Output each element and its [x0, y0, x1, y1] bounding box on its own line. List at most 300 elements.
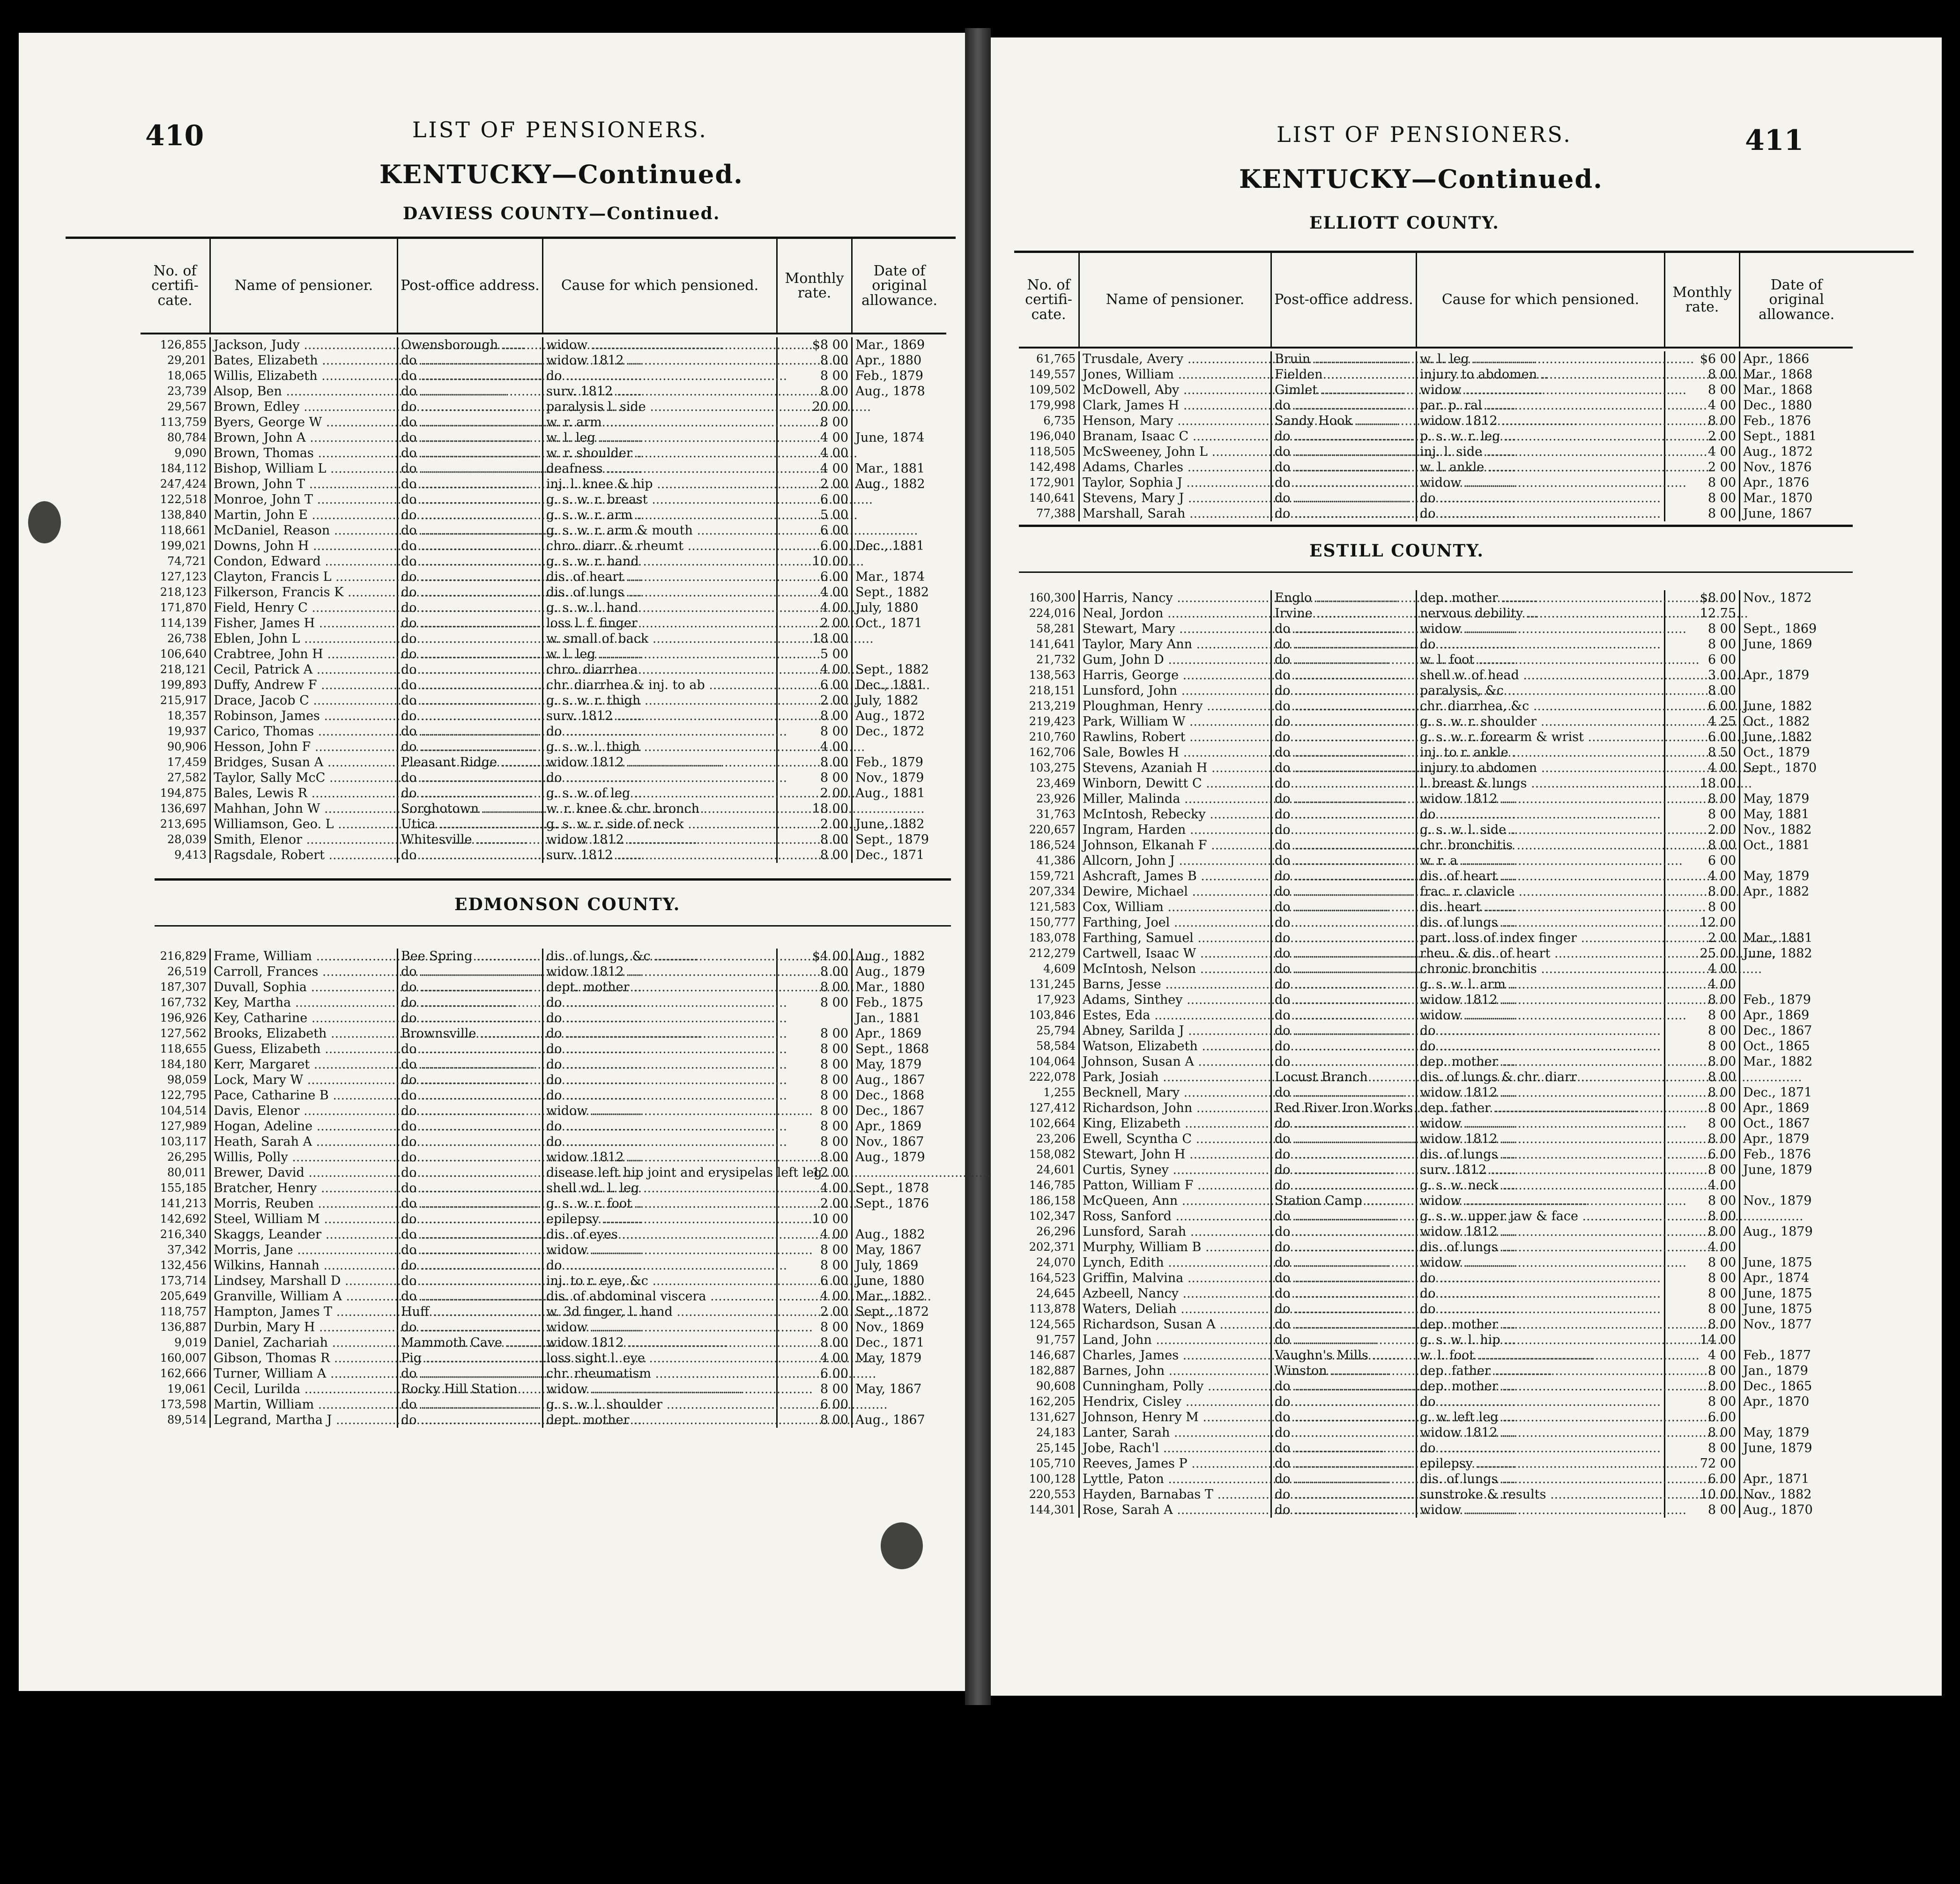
post-office: do ..... — [1272, 637, 1417, 652]
cause: surv. 1812 ..... — [1417, 1162, 1665, 1178]
pensioner-name: Winborn, Dewitt C ..... — [1080, 776, 1272, 791]
pensioner-name: Brown, John A ..... — [211, 430, 398, 445]
pensioner-name: Barns, Jesse ..... — [1080, 977, 1272, 992]
certificate-number: 26,738 — [141, 631, 211, 646]
table-row — [1019, 961, 1853, 977]
certificate-number: 24,645 — [1019, 1286, 1080, 1301]
table-row — [1019, 367, 1853, 382]
table-row — [141, 1381, 946, 1397]
pensioner-name: Pace, Catharine B ..... — [211, 1088, 398, 1103]
pensioner-name: Lynch, Edith ..... — [1080, 1255, 1272, 1270]
monthly-rate: $8 00 — [778, 337, 853, 353]
table-row — [1019, 1270, 1853, 1286]
cause: widow 1812 ..... — [1417, 413, 1665, 429]
cause: do ..... — [543, 1057, 778, 1072]
pensioner-name: Carroll, Frances ..... — [211, 964, 398, 979]
table-row — [141, 739, 946, 755]
post-office: do ..... — [1272, 1317, 1417, 1332]
monthly-rate: 6 00 — [1665, 1147, 1740, 1162]
allowance-date: Dec., 1881 — [855, 539, 925, 553]
allowance-date — [853, 1366, 946, 1381]
monthly-rate: 4 25 — [1665, 714, 1740, 729]
table-row — [141, 662, 946, 677]
post-office: Fielden ..... — [1272, 367, 1417, 382]
allowance-date — [853, 801, 946, 816]
cause: frac. r. clavicle ..... — [1417, 884, 1665, 899]
monthly-rate: 4 00 — [1665, 868, 1740, 884]
allowance-date: June, 1879 — [1743, 1441, 1812, 1455]
certificate-number: 27,582 — [141, 770, 211, 786]
cause: w. small of back ..... — [543, 631, 778, 646]
pensioner-name: Richardson, Susan A ..... — [1080, 1317, 1272, 1332]
pensioner-name: Johnson, Elkanah F ..... — [1080, 838, 1272, 853]
allowance-date: Oct., 1879 — [1743, 745, 1810, 760]
pensioner-name: Martin, John E ..... — [211, 507, 398, 523]
post-office: do ..... — [1272, 868, 1417, 884]
pensioner-name: Martin, William ..... — [211, 1397, 398, 1412]
certificate-number: 187,307 — [141, 979, 211, 995]
allowance-date: Sept., 1882 — [855, 662, 929, 677]
table-row — [1019, 760, 1853, 776]
post-office: do ..... — [398, 1134, 543, 1150]
post-office: Englo ..... — [1272, 590, 1417, 606]
cause: dep. mother ..... — [1417, 1317, 1665, 1332]
cause: injury to abdomen ..... — [1417, 367, 1665, 382]
allowance-date — [853, 631, 946, 646]
cause: dept. mother ..... — [543, 979, 778, 995]
allowance-date: Dec., 1871 — [855, 848, 925, 862]
certificate-number: 31,763 — [1019, 807, 1080, 822]
table-row — [1019, 637, 1853, 652]
post-office: do ..... — [398, 1242, 543, 1258]
pensioner-name: Lunsford, John ..... — [1080, 683, 1272, 698]
post-office: do ..... — [398, 724, 543, 739]
cause: w. l. foot ..... — [1417, 652, 1665, 668]
allowance-date: June, 1867 — [1743, 506, 1812, 521]
post-office: do ..... — [398, 1088, 543, 1103]
cause: p. s. w. r. leg ..... — [1417, 429, 1665, 444]
pensioner-name: Ingram, Harden ..... — [1080, 822, 1272, 838]
allowance-date: Nov., 1867 — [855, 1135, 924, 1149]
allowance-date: Mar., 1881 — [855, 461, 925, 476]
certificate-number: 131,245 — [1019, 977, 1080, 992]
table-row — [1019, 444, 1853, 460]
post-office: do ..... — [1272, 853, 1417, 868]
post-office: do ..... — [398, 677, 543, 693]
monthly-rate: 8 00 — [778, 368, 853, 384]
cause: l. breast & lungs ..... — [1417, 776, 1665, 791]
monthly-rate: 4 00 — [1665, 1348, 1740, 1363]
certificate-number: 114,139 — [141, 616, 211, 631]
pensioner-name: Gibson, Thomas R ..... — [211, 1350, 398, 1366]
table-row — [1019, 698, 1853, 714]
post-office: do ..... — [1272, 652, 1417, 668]
table-row — [141, 1057, 946, 1072]
certificate-number: 222,078 — [1019, 1069, 1080, 1085]
table-row — [141, 677, 946, 693]
monthly-rate — [778, 1010, 853, 1026]
pensioner-name: Lanter, Sarah ..... — [1080, 1425, 1272, 1440]
monthly-rate: 8 00 — [1665, 1270, 1740, 1286]
cause: do ..... — [1417, 490, 1665, 506]
monthly-rate: 2 00 — [778, 476, 853, 492]
certificate-number: 183,078 — [1019, 930, 1080, 946]
cause: dep. mother ..... — [1417, 1379, 1665, 1394]
certificate-number: 26,519 — [141, 964, 211, 979]
pensioner-name: Carico, Thomas ..... — [211, 724, 398, 739]
table-row — [1019, 1440, 1853, 1456]
col-header-date: Date of original allowance. — [861, 262, 938, 309]
post-office: do ..... — [1272, 398, 1417, 413]
post-office: do ..... — [398, 1165, 543, 1180]
certificate-number: 213,695 — [141, 816, 211, 832]
cause: dis. of lungs ..... — [1417, 1239, 1665, 1255]
certificate-number: 186,524 — [1019, 838, 1080, 853]
certificate-number: 199,021 — [141, 538, 211, 554]
monthly-rate: 6 00 — [1665, 729, 1740, 745]
table-row — [141, 1196, 946, 1211]
cause: chr. bronchitis ..... — [1417, 838, 1665, 853]
certificate-number: 122,518 — [141, 492, 211, 507]
certificate-number: 162,666 — [141, 1366, 211, 1381]
cause: dis. of lungs ..... — [543, 585, 778, 600]
post-office: do ..... — [398, 616, 543, 631]
post-office: do ..... — [1272, 992, 1417, 1008]
monthly-rate: 8 00 — [778, 1041, 853, 1057]
cause: w. l. leg ..... — [543, 430, 778, 445]
post-office: do ..... — [1272, 1239, 1417, 1255]
table-row — [1019, 899, 1853, 915]
monthly-rate: 2 00 — [1665, 930, 1740, 946]
post-office: Sorghotown ..... — [398, 801, 543, 816]
pensioner-name: McDaniel, Reason ..... — [211, 523, 398, 538]
allowance-date: Jan., 1881 — [855, 1011, 921, 1025]
pensioner-name: Granville, William A ..... — [211, 1289, 398, 1304]
allowance-date: Feb., 1875 — [855, 995, 923, 1010]
table-row — [141, 1366, 946, 1381]
pensioner-name: Rawlins, Robert ..... — [1080, 729, 1272, 745]
post-office: do ..... — [1272, 1147, 1417, 1162]
table-row — [141, 445, 946, 461]
certificate-number: 103,117 — [141, 1134, 211, 1150]
county-heading: ESTILL COUNTY. — [1309, 541, 1484, 561]
cause: do ..... — [543, 1088, 778, 1103]
table-row — [141, 832, 946, 847]
cause: shell wd. l. leg ..... — [543, 1180, 778, 1196]
post-office: do ..... — [1272, 475, 1417, 490]
certificate-number: 216,829 — [141, 949, 211, 964]
allowance-date: Nov., 1869 — [855, 1320, 924, 1335]
monthly-rate: 4 00 — [778, 1227, 853, 1242]
allowance-date: Aug., 1879 — [1743, 1224, 1813, 1239]
post-office: do ..... — [398, 353, 543, 368]
certificate-number: 160,300 — [1019, 590, 1080, 606]
allowance-date: Mar., 1869 — [855, 338, 925, 352]
pensioner-name: Rose, Sarah A ..... — [1080, 1502, 1272, 1518]
allowance-date — [1740, 915, 1853, 930]
pensioner-name: Crabtree, John H ..... — [211, 646, 398, 662]
allowance-date: Dec., 1871 — [1743, 1085, 1812, 1100]
certificate-number: 127,412 — [1019, 1100, 1080, 1116]
table-row — [141, 538, 946, 554]
cause: dis. of heart ..... — [1417, 868, 1665, 884]
allowance-date: May, 1879 — [855, 1351, 922, 1365]
allowance-date — [853, 1397, 946, 1412]
monthly-rate: 14 00 — [1665, 1332, 1740, 1348]
table-row — [1019, 977, 1853, 992]
county-heading: ELLIOTT COUNTY. — [1309, 213, 1500, 233]
cause: widow 1812 ..... — [543, 964, 778, 979]
col-header-cause: Cause for which pensioned. — [543, 239, 778, 333]
pensioner-name: Lindsey, Marshall D ..... — [211, 1273, 398, 1289]
monthly-rate: $8 00 — [1665, 590, 1740, 606]
allowance-date: Mar., 1868 — [1743, 367, 1813, 382]
certificate-number: 218,121 — [141, 662, 211, 677]
pensioner-name: Waters, Deliah ..... — [1080, 1301, 1272, 1317]
table-row — [1019, 1255, 1853, 1270]
table-row — [1019, 413, 1853, 429]
cause: do ..... — [543, 1072, 778, 1088]
table-row — [1019, 714, 1853, 729]
table-row — [1019, 1487, 1853, 1502]
certificate-number: 29,201 — [141, 353, 211, 368]
certificate-number: 173,714 — [141, 1273, 211, 1289]
certificate-number: 23,206 — [1019, 1131, 1080, 1147]
certificate-number: 127,123 — [141, 569, 211, 585]
left-page — [19, 33, 965, 1691]
allowance-date: Feb., 1876 — [1743, 1147, 1811, 1162]
table-row — [1019, 884, 1853, 899]
pensioner-name: Charles, James ..... — [1080, 1348, 1272, 1363]
table-row — [141, 693, 946, 708]
table-row — [141, 1103, 946, 1119]
pensioner-name: Hesson, John F ..... — [211, 739, 398, 755]
pensioner-name: Farthing, Samuel ..... — [1080, 930, 1272, 946]
certificate-number: 141,641 — [1019, 637, 1080, 652]
table-row — [141, 430, 946, 445]
cause: g. s. w. r. hand ..... — [543, 554, 778, 569]
certificate-number: 138,840 — [141, 507, 211, 523]
table-row — [141, 492, 946, 507]
table-row — [1019, 1471, 1853, 1487]
monthly-rate: 2 00 — [778, 786, 853, 801]
certificate-number: 160,007 — [141, 1350, 211, 1366]
allowance-date: Oct., 1871 — [855, 616, 922, 630]
cause: do ..... — [1417, 1286, 1665, 1301]
pensioner-name: Brown, John T ..... — [211, 476, 398, 492]
monthly-rate: 72 00 — [1665, 1456, 1740, 1471]
pensioner-name: Ploughman, Henry ..... — [1080, 698, 1272, 714]
allowance-date: Dec., 1868 — [855, 1088, 925, 1103]
certificate-number: 104,514 — [141, 1103, 211, 1119]
allowance-date: Feb., 1876 — [1743, 414, 1811, 428]
col-header-cause: Cause for which pensioned. — [1417, 253, 1665, 347]
cause: do ..... — [543, 1026, 778, 1041]
allowance-date: Oct., 1881 — [1743, 838, 1810, 853]
allowance-date: Nov., 1877 — [1743, 1317, 1812, 1332]
allowance-date: Dec., 1871 — [855, 1335, 925, 1350]
col-header-no: No. of certifi-cate. — [1019, 253, 1080, 347]
post-office: do ..... — [1272, 946, 1417, 961]
pensioner-name: Farthing, Joel ..... — [1080, 915, 1272, 930]
post-office: do ..... — [398, 1412, 543, 1428]
monthly-rate: 4 00 — [778, 461, 853, 476]
pensioner-name: Duffy, Andrew F ..... — [211, 677, 398, 693]
monthly-rate: 8 00 — [778, 1335, 853, 1350]
post-office: do ..... — [1272, 1116, 1417, 1131]
allowance-date: Aug., 1881 — [855, 786, 925, 801]
cause: inj. l. side ..... — [1417, 444, 1665, 460]
pensioner-name: Johnson, Susan A ..... — [1080, 1054, 1272, 1069]
pensioner-name: Park, Josiah ..... — [1080, 1069, 1272, 1085]
certificate-number: 142,692 — [141, 1211, 211, 1227]
table-row — [141, 1072, 946, 1088]
allowance-date: Mar., 1880 — [855, 980, 925, 994]
allowance-date — [853, 1211, 946, 1227]
cause: do ..... — [543, 1119, 778, 1134]
table-row — [141, 786, 946, 801]
col-header-rate: Monthly rate. — [1665, 253, 1740, 347]
cause: do ..... — [1417, 1038, 1665, 1054]
allowance-date: Apr., 1866 — [1743, 352, 1810, 366]
allowance-date: June, 1869 — [1743, 637, 1812, 652]
table-header — [141, 239, 946, 334]
page-number: 411 — [1745, 124, 1804, 157]
section-rule — [1019, 525, 1853, 527]
pensioner-name: McIntosh, Rebecky ..... — [1080, 807, 1272, 822]
post-office: do ..... — [1272, 1224, 1417, 1239]
monthly-rate: 5 00 — [778, 646, 853, 662]
table-row — [141, 816, 946, 832]
pensioner-name: Daniel, Zachariah ..... — [211, 1335, 398, 1350]
cause: g. s. w. l. hand ..... — [543, 600, 778, 616]
certificate-number: 23,739 — [141, 384, 211, 399]
monthly-rate: 25 00 — [1665, 946, 1740, 961]
pensioner-name: Park, William W ..... — [1080, 714, 1272, 729]
post-office: do ..... — [1272, 1379, 1417, 1394]
monthly-rate: 8 00 — [778, 1150, 853, 1165]
post-office: do ..... — [398, 1119, 543, 1134]
post-office: do ..... — [1272, 915, 1417, 930]
certificate-number: 184,112 — [141, 461, 211, 476]
allowance-date: Apr., 1876 — [1743, 475, 1810, 490]
pensioner-name: Hampton, James T ..... — [211, 1304, 398, 1320]
post-office: do ..... — [1272, 1440, 1417, 1456]
cause: shell w. of head ..... — [1417, 668, 1665, 683]
table-row — [1019, 1224, 1853, 1239]
table-row — [1019, 1147, 1853, 1162]
allowance-date — [853, 554, 946, 569]
allowance-date — [853, 1165, 946, 1180]
monthly-rate: 8 00 — [1665, 475, 1740, 490]
certificate-number: 102,664 — [1019, 1116, 1080, 1131]
cause: sunstroke & results ..... — [1417, 1487, 1665, 1502]
allowance-date — [1740, 1209, 1853, 1224]
post-office: do ..... — [1272, 1286, 1417, 1301]
monthly-rate: 4 00 — [778, 1289, 853, 1304]
pensioner-name: Curtis, Syney ..... — [1080, 1162, 1272, 1178]
cause: do ..... — [543, 368, 778, 384]
col-header-date: Date of original allowance. — [1758, 276, 1835, 323]
pensioner-name: Skaggs, Leander ..... — [211, 1227, 398, 1242]
certificate-number: 121,583 — [1019, 899, 1080, 915]
allowance-date: Mar., 1868 — [1743, 383, 1813, 397]
certificate-number: 25,794 — [1019, 1023, 1080, 1038]
pensioner-name: Duvall, Sophia ..... — [211, 979, 398, 995]
col-header-rate: Monthly rate. — [778, 239, 853, 333]
monthly-rate: 4 00 — [1665, 1178, 1740, 1193]
col-header-name: Name of pensioner. — [1080, 253, 1272, 347]
certificate-number: 220,553 — [1019, 1487, 1080, 1502]
pensioner-name: Marshall, Sarah ..... — [1080, 506, 1272, 521]
certificate-number: 4,609 — [1019, 961, 1080, 977]
allowance-date — [1740, 977, 1853, 992]
pensioner-name: Taylor, Sophia J ..... — [1080, 475, 1272, 490]
certificate-number: 100,128 — [1019, 1471, 1080, 1487]
certificate-number: 215,917 — [141, 693, 211, 708]
certificate-number: 9,413 — [141, 847, 211, 863]
cause: g. s. w. l. hip ..... — [1417, 1332, 1665, 1348]
table-row — [1019, 506, 1853, 521]
pensioner-name: Miller, Malinda ..... — [1080, 791, 1272, 807]
monthly-rate: 8 00 — [778, 1381, 853, 1397]
table-row — [141, 353, 946, 368]
pensioner-name: McIntosh, Nelson ..... — [1080, 961, 1272, 977]
table-row — [141, 569, 946, 585]
table-row — [1019, 652, 1853, 668]
certificate-number: 136,697 — [141, 801, 211, 816]
allowance-date: Nov., 1882 — [1743, 823, 1812, 837]
table-row — [141, 1088, 946, 1103]
monthly-rate: 6 00 — [778, 492, 853, 507]
allowance-date — [1740, 961, 1853, 977]
monthly-rate: 8 00 — [1665, 1069, 1740, 1085]
certificate-number: 127,989 — [141, 1119, 211, 1134]
allowance-date: Aug., 1870 — [1743, 1503, 1813, 1517]
certificate-number: 184,180 — [141, 1057, 211, 1072]
pensioner-name: Stewart, Mary ..... — [1080, 621, 1272, 637]
cause: paralysis, &c ..... — [1417, 683, 1665, 698]
table-row — [1019, 621, 1853, 637]
monthly-rate: 8 00 — [778, 1412, 853, 1428]
pensioner-name: Key, Martha ..... — [211, 995, 398, 1010]
cause: do ..... — [543, 995, 778, 1010]
pensioner-name: Griffin, Malvina ..... — [1080, 1270, 1272, 1286]
cause: epilepsy ..... — [543, 1211, 778, 1227]
table-row — [1019, 1502, 1853, 1518]
certificate-number: 202,371 — [1019, 1239, 1080, 1255]
certificate-number: 103,275 — [1019, 760, 1080, 776]
monthly-rate: 8 00 — [1665, 367, 1740, 382]
certificate-number: 247,424 — [141, 476, 211, 492]
table-row — [1019, 1456, 1853, 1471]
cause: inj. l. knee & hip ..... — [543, 476, 778, 492]
post-office: do ..... — [398, 1196, 543, 1211]
certificate-number: 24,601 — [1019, 1162, 1080, 1178]
post-office: do ..... — [1272, 668, 1417, 683]
table-row — [1019, 1286, 1853, 1301]
table-row — [1019, 683, 1853, 698]
post-office: do ..... — [398, 770, 543, 786]
pensioner-name: Cartwell, Isaac W ..... — [1080, 946, 1272, 961]
pensioner-name: Adams, Charles ..... — [1080, 460, 1272, 475]
ink-stain — [28, 501, 61, 543]
col-header-no: No. of certifi-cate. — [141, 239, 211, 333]
allowance-date — [853, 523, 946, 538]
monthly-rate: 5 00 — [778, 507, 853, 523]
certificate-number: 131,627 — [1019, 1409, 1080, 1425]
pensioner-name: Bates, Elizabeth ..... — [211, 353, 398, 368]
